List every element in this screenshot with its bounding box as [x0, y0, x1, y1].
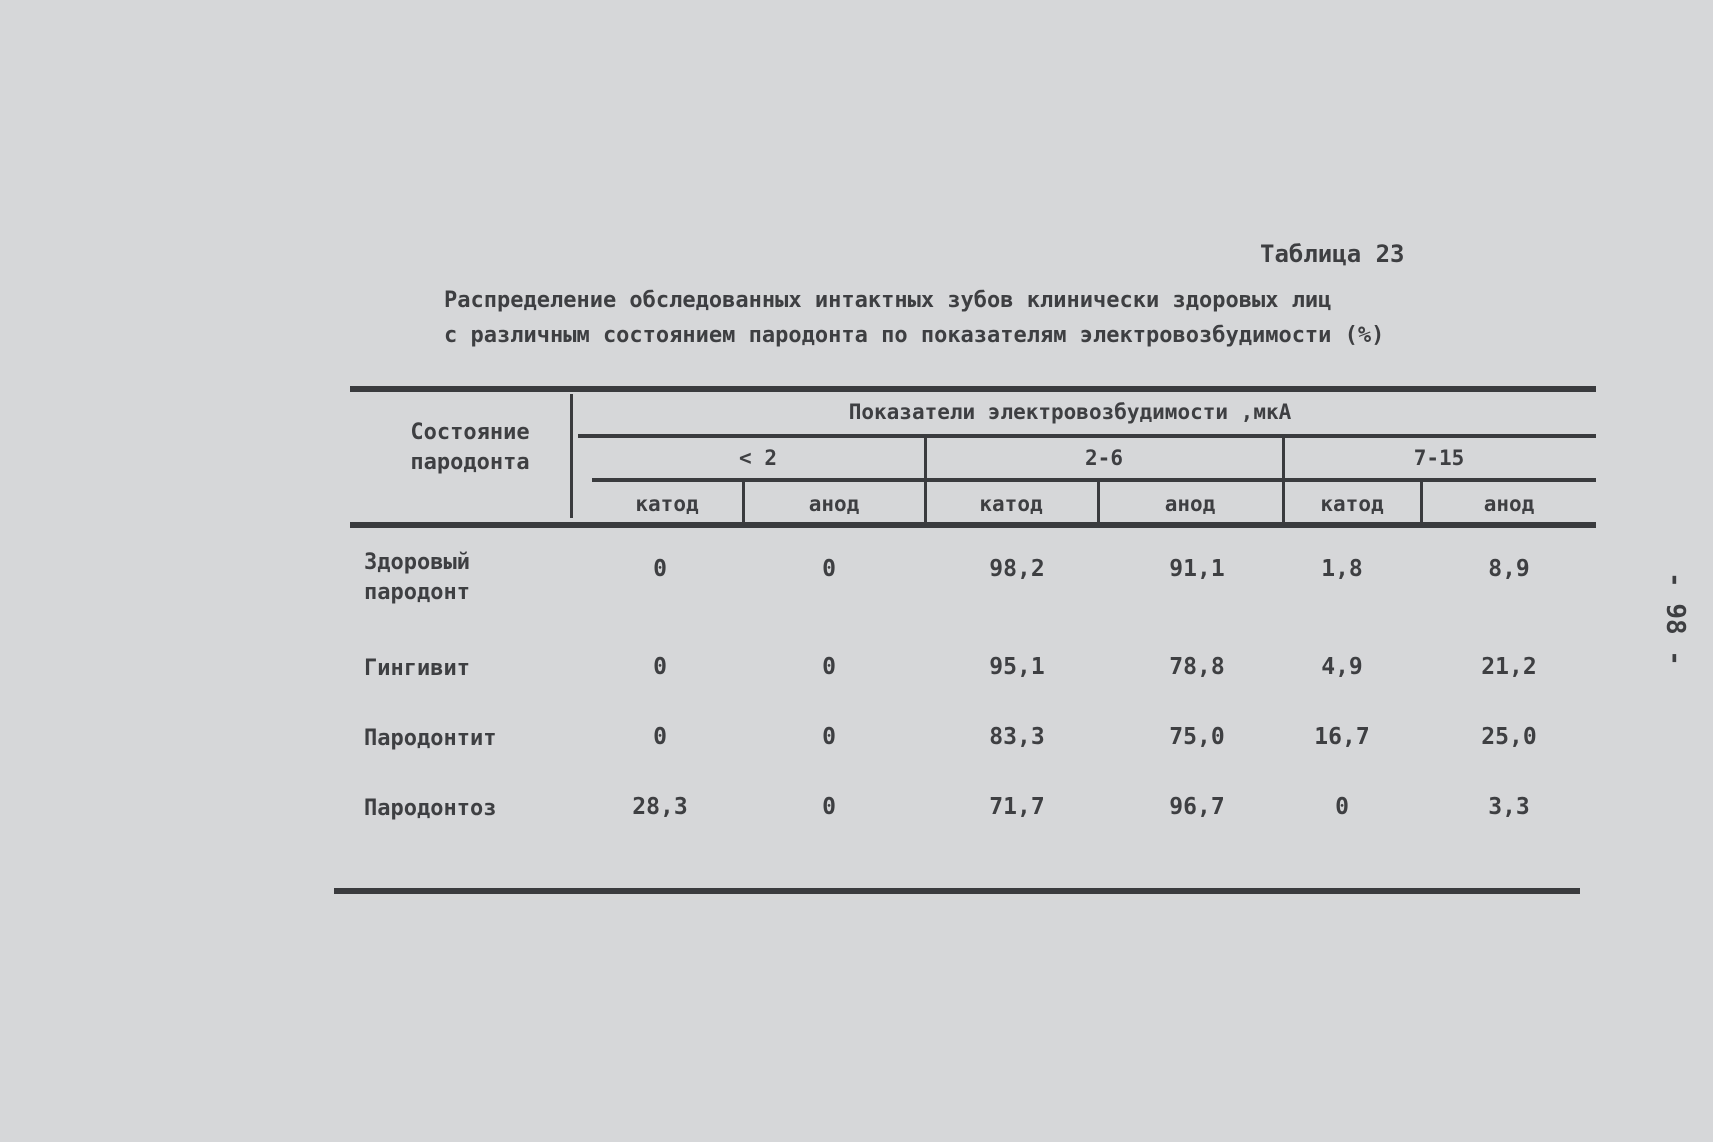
table-cell: 0	[822, 724, 836, 750]
range-header: 7-15	[1413, 446, 1465, 470]
table-cell: 0	[822, 556, 836, 582]
page-number-text: - 98 -	[1660, 572, 1690, 666]
group-header-rule	[578, 434, 1596, 438]
row-header-divider	[570, 394, 573, 518]
table-caption-line-1: Распределение обследованных интактных зубов клинически здоровых лиц	[444, 288, 1332, 313]
table-cell: 91,1	[1169, 556, 1225, 582]
table-top-rule	[350, 386, 1596, 392]
sub-header: анод	[1164, 492, 1216, 516]
row-label: Здоровый пародонт	[364, 550, 470, 605]
sub-header: катод	[979, 492, 1043, 516]
table-cell: 71,7	[989, 794, 1045, 820]
header-bottom-rule	[350, 522, 1596, 528]
table-bottom-rule	[334, 888, 1580, 894]
table-cell: 8,9	[1488, 556, 1530, 582]
table-cell: 0	[653, 654, 667, 680]
table-label: Таблица 23	[1260, 240, 1405, 268]
table-cell: 0	[822, 654, 836, 680]
table-cell: 0	[1335, 794, 1349, 820]
table-cell: 95,1	[989, 654, 1045, 680]
table-cell: 75,0	[1169, 724, 1225, 750]
table-cell: 98,2	[989, 556, 1045, 582]
table-cell: 0	[653, 556, 667, 582]
page-number	[1655, 560, 1695, 680]
row-label: Гингивит	[364, 656, 470, 681]
table-cell: 16,7	[1314, 724, 1370, 750]
table-cell: 0	[653, 724, 667, 750]
sub-header: катод	[635, 492, 699, 516]
row-label: Пародонтит	[364, 726, 497, 751]
table-cell: 21,2	[1481, 654, 1537, 680]
range-header: 2-6	[1085, 446, 1123, 470]
sub-header: анод	[1483, 492, 1535, 516]
row-label: Пародонтоз	[364, 796, 497, 821]
table-cell: 3,3	[1488, 794, 1530, 820]
row-header-label: Состояние пародонта	[410, 420, 530, 475]
table-cell: 1,8	[1321, 556, 1363, 582]
table-cell: 78,8	[1169, 654, 1225, 680]
table-cell: 83,3	[989, 724, 1045, 750]
table-cell: 25,0	[1481, 724, 1537, 750]
table-cell: 0	[822, 794, 836, 820]
table-cell: 4,9	[1321, 654, 1363, 680]
sub-header: катод	[1320, 492, 1384, 516]
sub-header: анод	[808, 492, 860, 516]
table-cell: 28,3	[632, 794, 688, 820]
table-caption-line-2: с различным состоянием пародонта по показателям электровозбудимости (%)	[444, 323, 1385, 348]
table-cell: 96,7	[1169, 794, 1225, 820]
range-header: < 2	[739, 446, 777, 470]
group-header-title: Показатели электровозбудимости ,мкА	[848, 400, 1292, 424]
